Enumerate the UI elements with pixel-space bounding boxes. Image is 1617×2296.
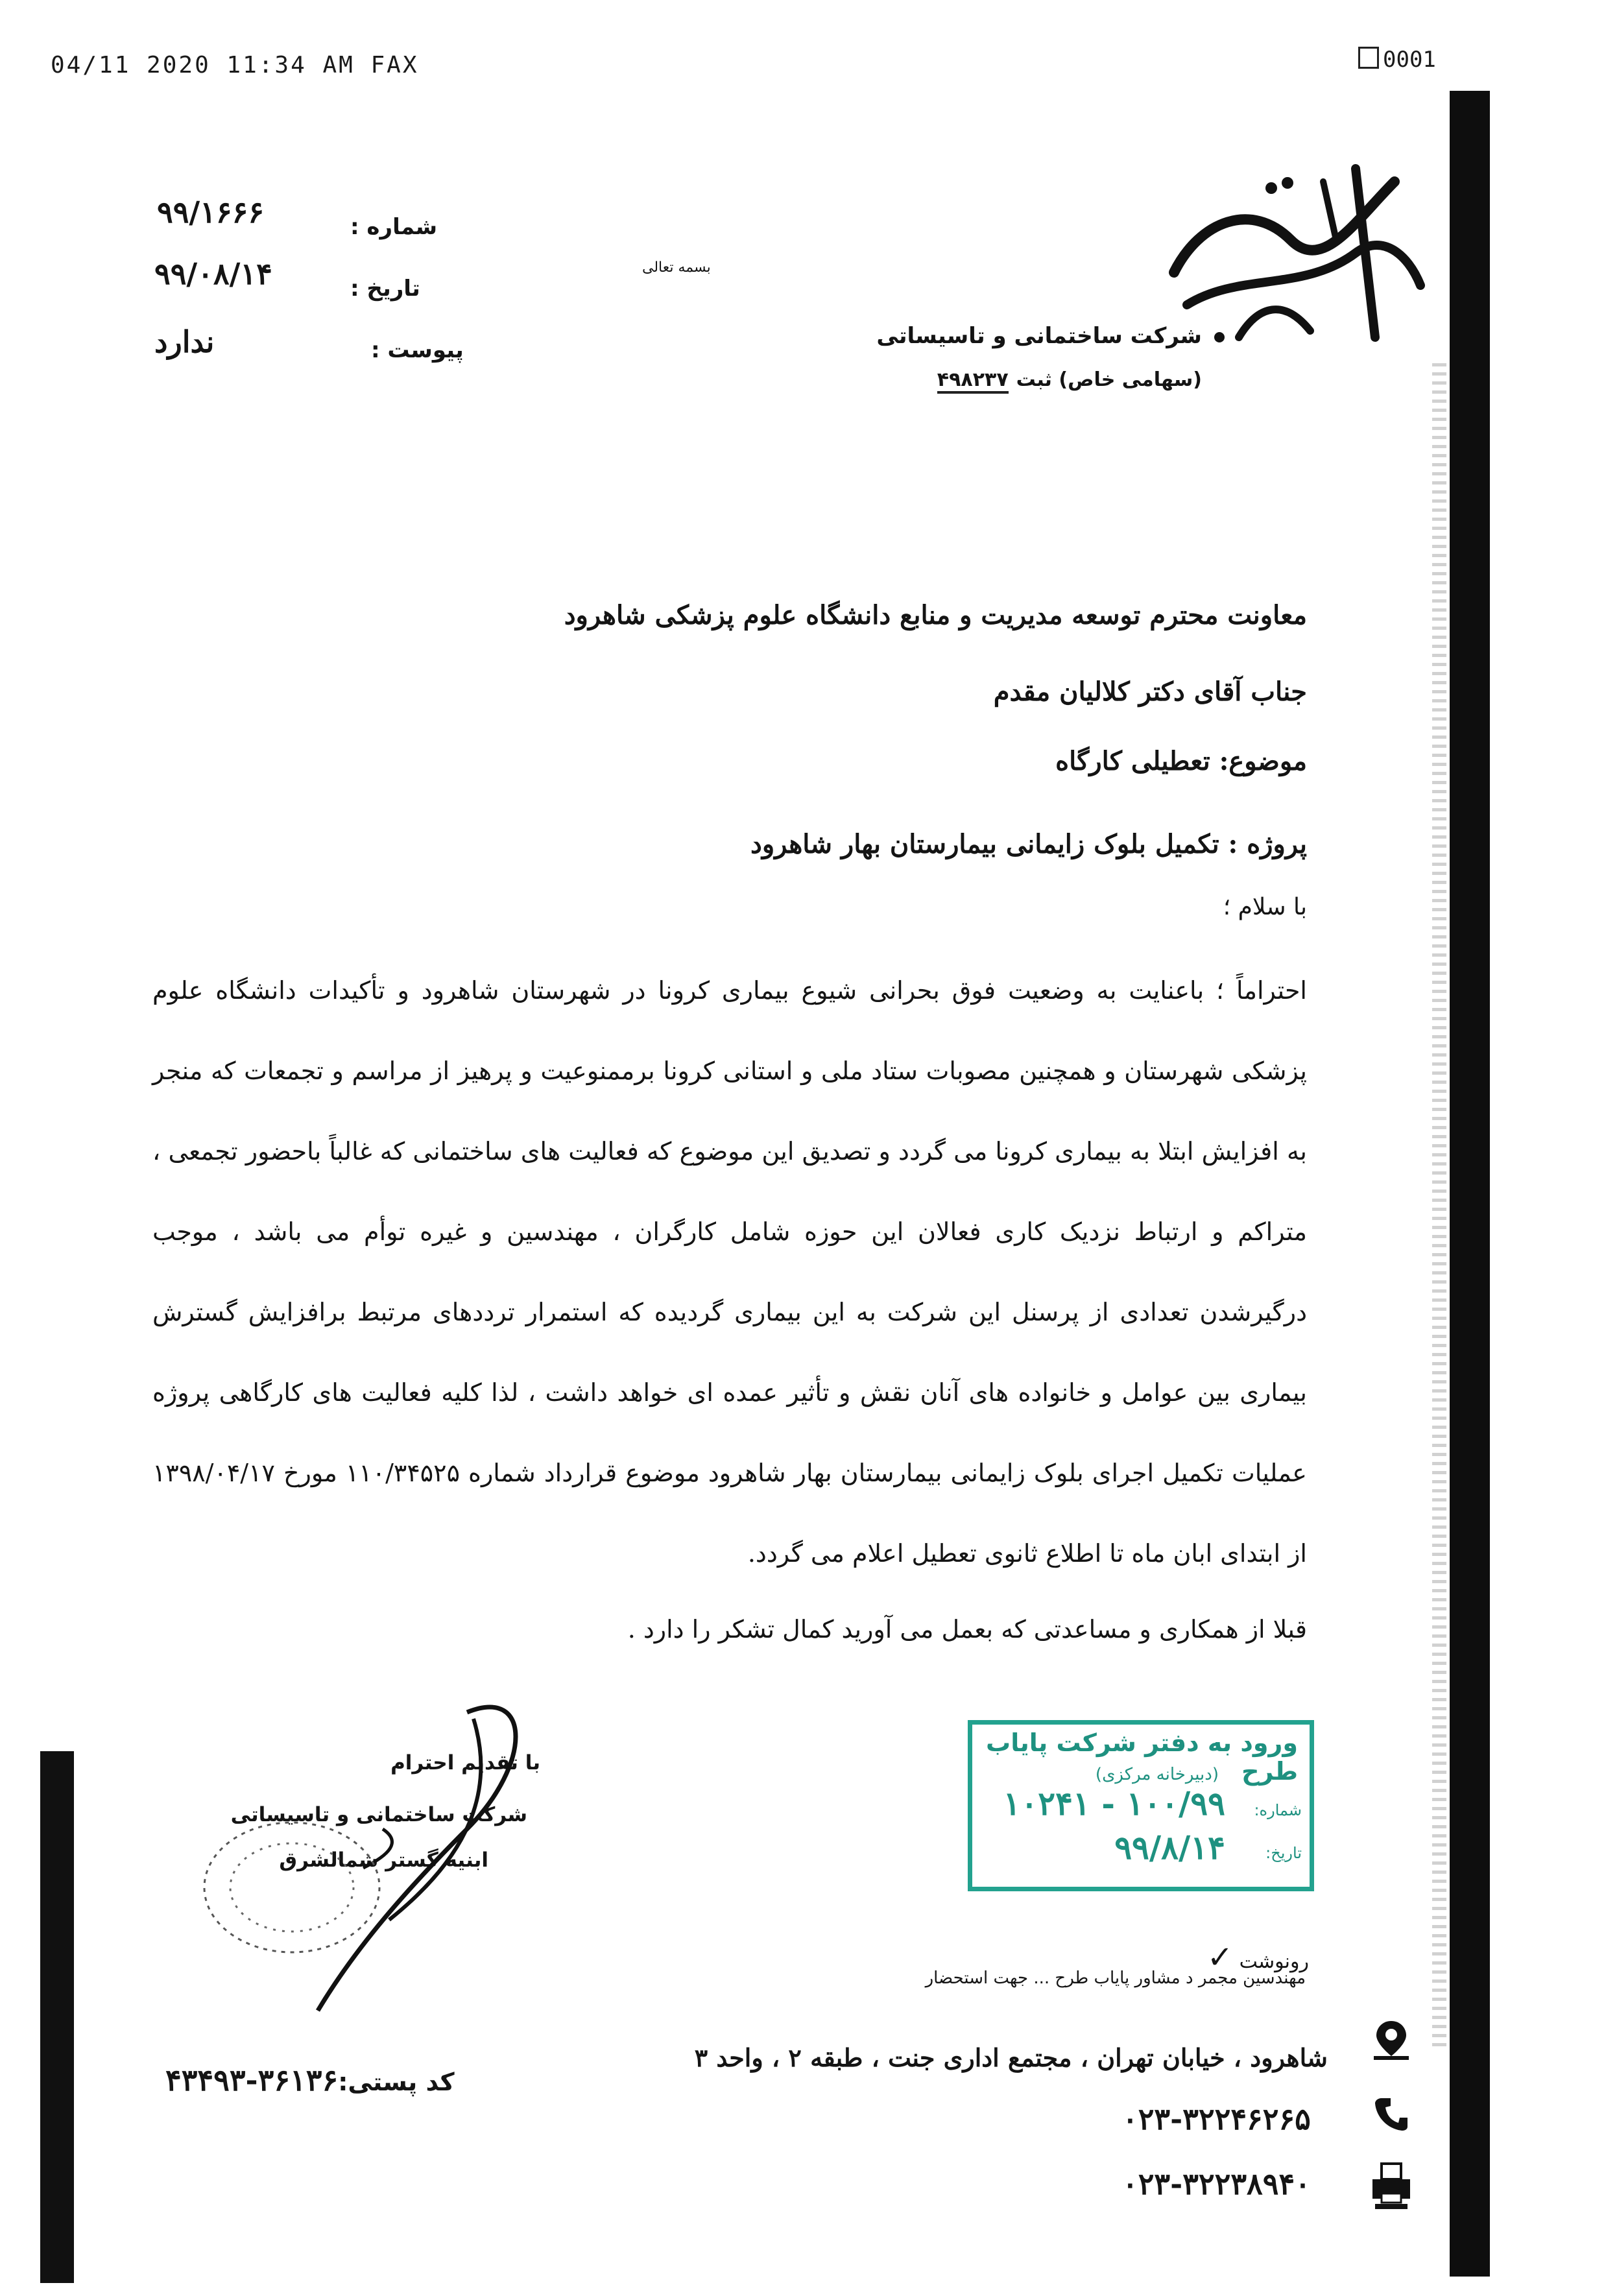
footer-address: شاهرود ، خیابان تهران ، مجتمع اداری جنت ، طبقه ۲ ، واحد ۳ (694, 2043, 1328, 2072)
letter-subject: موضوع: تعطیلی کارگاه (1055, 746, 1307, 776)
check-icon: ✓ (1206, 1939, 1234, 1976)
bismillah: بسمه تعالی (642, 259, 711, 276)
letter-number: ۹۹/۱۶۶۶ (157, 195, 265, 230)
attachment-label: پیوست : (371, 337, 464, 363)
location-icon (1369, 2017, 1414, 2063)
company-type: (سهامی خاص) ثبت (1016, 368, 1202, 391)
recipient: معاونت محترم توسعه مدیریت و منابع دانشگاه علوم پزشکی شاهرود (564, 600, 1307, 630)
letter-date: ۹۹/۰۸/۱۴ (154, 256, 272, 291)
footer-phone: ۰۲۳-۳۲۲۴۶۲۶۵ (1122, 2101, 1311, 2136)
cc-text: مهندسین مجمر د مشاور پایاب طرح ... جهت استحضار (925, 1968, 1306, 1988)
cc-label-text: رونوشت (1239, 1950, 1309, 1973)
letter-greeting: با سلام ؛ (1223, 894, 1307, 920)
stamp-subtitle: (دبیرخانه مرکزی) (1095, 1765, 1219, 1784)
receipt-stamp (968, 1720, 1314, 1891)
letterhead-right-bar (1450, 91, 1490, 2277)
recipient-name: جناب آقای دکتر کلالیان مقدم (993, 676, 1307, 707)
number-label: شماره : (350, 214, 438, 240)
fax-header: 04/11 2020 11:34 AM FAX (51, 52, 419, 78)
page-number (1358, 47, 1436, 73)
registration-number: ۴۹۸۲۳۷ (937, 368, 1009, 394)
postal-code (165, 2063, 455, 2098)
letter-closing: قبلا از همکاری و مساعدتی که بعمل می آورید کمال تشکر را دارد . (627, 1615, 1307, 1644)
phone-icon (1369, 2092, 1414, 2137)
letterhead-bar-shadow (1432, 363, 1446, 2050)
company-seal (195, 1810, 389, 1965)
footer-fax: ۰۲۳-۳۲۲۳۸۹۴۰ (1122, 2166, 1311, 2201)
postal-code-value: ۳۶۱۳۶-۴۳۴۹۳ (165, 2063, 339, 2098)
letter-project: پروژه : تکمیل بلوک زایمانی بیمارستان بهار شاهرود (750, 829, 1307, 859)
company-logo (1161, 143, 1433, 357)
company-name: شرکت ساختمانی و تاسیساتی (876, 323, 1202, 349)
stamp-number: ۱۰۰/۹۹ - ۱۰۲۴۱ (1003, 1784, 1225, 1823)
signature-company-name: ابنیه گستر شمالشرق (279, 1848, 488, 1872)
fax-icon (1369, 2160, 1414, 2212)
letter-body: احتراماً ؛ باعنایت به وضعیت فوق بحرانی شیوع بیماری کرونا در شهرستان شاهرود و تأکیدات دانشگاه علوم پزشکی شهرستان و همچنین مصوبات ستاد ملی و استانی کرونا برممنوعیت و پرهیز از مراسم و تجمعات که منجر به افزایش ابتلا به بیماری کرونا می گردد و تصدیق این موضوع که فعالیت های ساختمانی که غالباً باحضور تجمعی ، متراکم و ارتباط نزدیک کاری فعالان این حوزه شامل کارگران ، مهندسین و غیره توأم می باشد ، موجب درگیرشدن تعدادی از پرسنل این شرکت به این بیماری گردیده که استمرار ترددهای مرتبط برافزایش گسترش بیماری بین عوامل و خانواده های آنان نقش و تأثیر عمده ای خواهد داشت ، لذا کلیه فعالیت های کارگاهی پروژه عملیات تکمیل اجرای بلوک زایمانی بیمارستان بهار شاهرود موضوع قرارداد شماره ۱۱۰/۳۴۵۲۵ مورخ ۱۳۹۸/۰۴/۱۷ از ابتدای ابان ماه تا اطلاع ثانوی تعطیل اعلام می گردد. (152, 976, 1307, 1568)
signature-company: شرکت ساختمانی و تاسیساتی (230, 1803, 527, 1826)
stamp-number-label: شماره: (1254, 1801, 1302, 1819)
letterhead-left-bar (40, 1751, 74, 2283)
postal-label: کد پستی: (338, 2068, 455, 2096)
attachment-value: ندارد (154, 324, 215, 359)
stamp-date: ۹۹/۸/۱۴ (1114, 1828, 1225, 1867)
page-number-text: 0001 (1383, 47, 1436, 73)
stamp-title: ورود به دفتر شرکت پایاب طرح (986, 1728, 1298, 1786)
stamp-date-label: تاریخ: (1265, 1844, 1302, 1862)
company-registration (937, 368, 1202, 391)
signature-greeting: با تقدیم احترام (390, 1751, 540, 1775)
date-label: تاریخ : (350, 276, 420, 302)
page-icon (1358, 47, 1379, 69)
